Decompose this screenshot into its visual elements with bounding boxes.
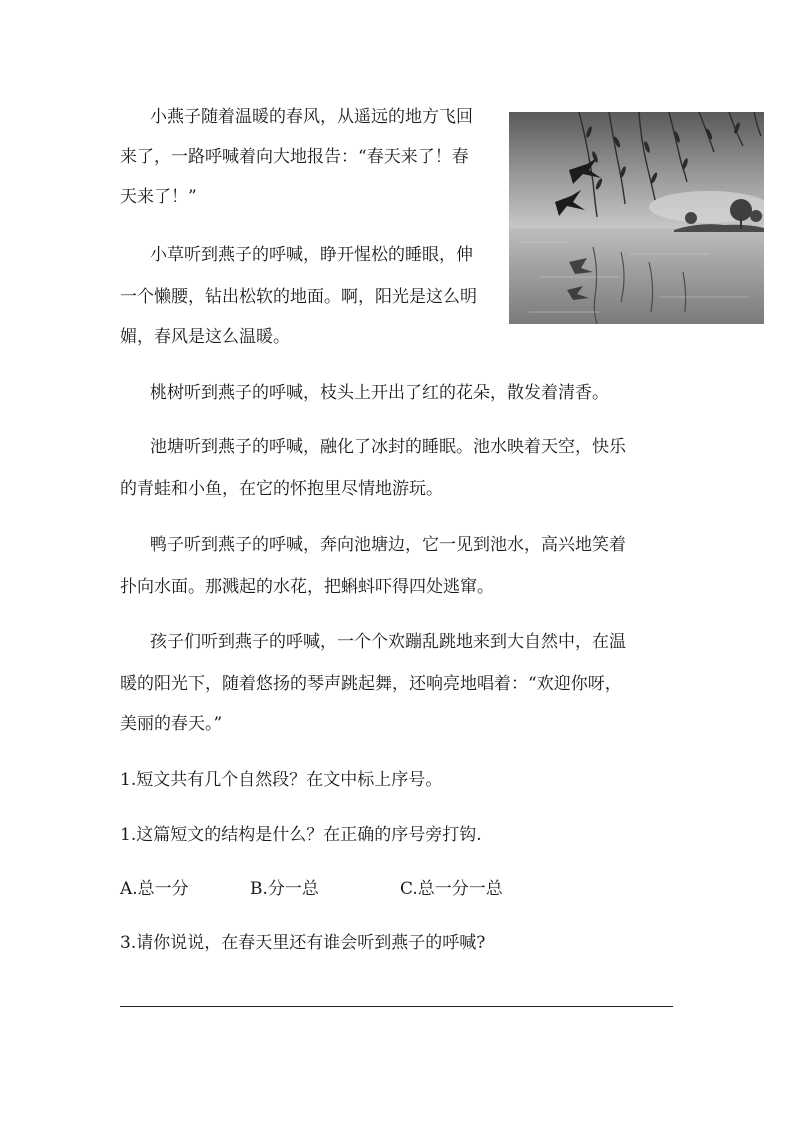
illustration [509, 112, 764, 324]
paragraph-line: 来了，一路呼喊着向大地报告：“春天来了！春 [120, 147, 469, 167]
option-b[interactable]: B.分一总 [250, 879, 319, 899]
question-3: 3.请你说说，在春天里还有谁会听到燕子的呼喊? [120, 933, 486, 953]
paragraph-line: 媚，春风是这么温暖。 [120, 327, 290, 347]
answer-line[interactable] [120, 1006, 673, 1007]
paragraph-line: 桃树听到燕子的呼喊，枝头上开出了红的花朵，散发着清香。 [150, 383, 609, 403]
paragraph-line: 鸭子听到燕子的呼喊，奔向池塘边，它一见到池水，高兴地笑着 [150, 535, 626, 555]
question-1: 1.短文共有几个自然段？在文中标上序号。 [120, 770, 443, 790]
paragraph-line: 池塘听到燕子的呼喊，融化了冰封的睡眠。池水映着天空，快乐 [150, 437, 626, 457]
paragraph-line: 小燕子随着温暖的春风，从遥远的地方飞回 [150, 107, 473, 127]
paragraph-line: 美丽的春天。” [120, 714, 223, 734]
option-a[interactable]: A.总一分 [120, 879, 189, 899]
paragraph-line: 暖的阳光下，随着悠扬的琴声跳起舞，还响亮地唱着：“欢迎你呀， [120, 674, 622, 694]
paragraph-line: 扑向水面。那溅起的水花，把蝌蚪吓得四处逃窜。 [120, 577, 494, 597]
paragraph-line: 一个懒腰，钻出松软的地面。啊，阳光是这么明 [120, 287, 477, 307]
paragraph-line: 孩子们听到燕子的呼喊，一个个欢蹦乱跳地来到大自然中，在温 [150, 632, 626, 652]
paragraph-line: 的青蛙和小鱼，在它的怀抱里尽情地游玩。 [120, 479, 443, 499]
paragraph-line: 小草听到燕子的呼喊，睁开惺松的睡眼，伸 [150, 245, 473, 265]
option-c[interactable]: C.总一分一总 [400, 879, 503, 899]
answer-options [120, 879, 540, 901]
paragraph-line: 天来了！” [120, 187, 197, 207]
question-2: 1.这篇短文的结构是什么？在正确的序号旁打钩. [120, 825, 482, 845]
